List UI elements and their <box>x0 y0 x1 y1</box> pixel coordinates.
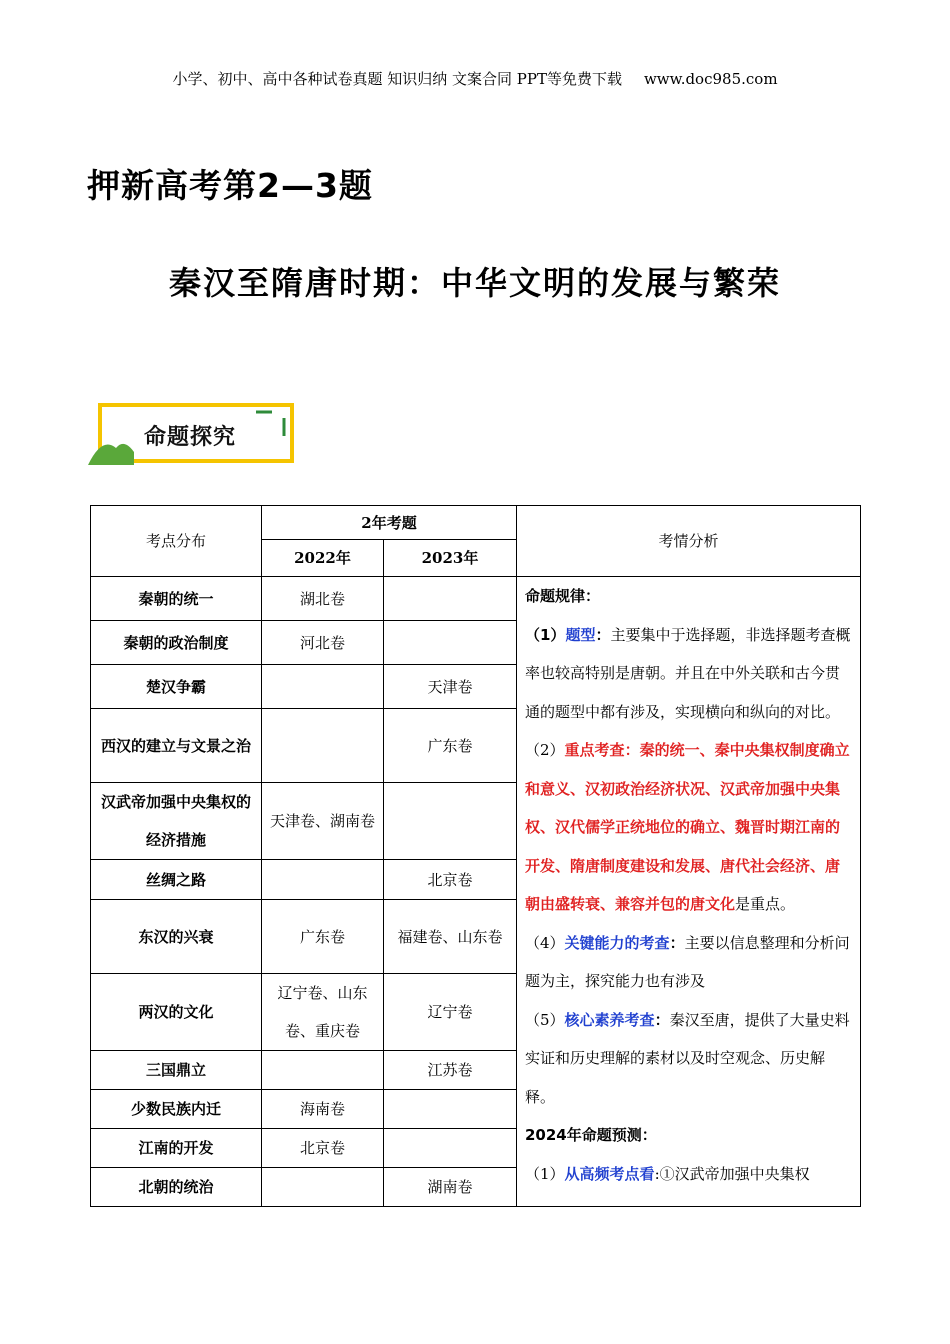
p2-key: 重点考查 <box>564 741 625 759</box>
row-topic: 丝绸之路 <box>91 860 262 900</box>
header-2023: 2023年 <box>384 540 517 577</box>
p4-key: 关键能力的考查 <box>564 933 670 952</box>
header-analysis: 考情分析 <box>517 506 861 577</box>
p5-num: （5） <box>525 1010 565 1029</box>
p2-tail: 是重点。 <box>735 895 796 913</box>
row-2022: 北京卷 <box>262 1129 384 1168</box>
exam-topic-table <box>90 505 861 1207</box>
row-topic: 汉武帝加强中央集权的经济措施 <box>91 783 262 860</box>
header-group: 2年考题 <box>262 506 517 540</box>
table-row <box>91 577 861 621</box>
p2-num: （2） <box>525 741 565 759</box>
header-topic: 考点分布 <box>91 506 262 577</box>
p1-text: 主要集中于选择题，非选择题考查概率也较高特别是唐朝。并且在中外关联和古今贯通的题型中都有涉及，实现横向和纵向的对比。 <box>525 625 851 721</box>
p1-num: （1） <box>525 625 566 644</box>
row-2023 <box>384 1090 517 1129</box>
row-2022: 辽宁卷、山东卷、重庆卷 <box>262 974 384 1051</box>
row-2023: 辽宁卷 <box>384 974 517 1051</box>
analysis-cell <box>517 577 861 1207</box>
header-text: 小学、初中、高中各种试卷真题 知识归纳 文案合同 PPT等免费下载 <box>172 70 622 88</box>
row-2022: 海南卷 <box>262 1090 384 1129</box>
row-topic: 东汉的兴衰 <box>91 900 262 974</box>
table-header-row <box>91 506 861 540</box>
row-2023: 北京卷 <box>384 860 517 900</box>
p4-text: 主要以信息整理和分析问题为主，探究能力也有涉及 <box>525 933 850 990</box>
row-2023 <box>384 577 517 621</box>
row-topic: 三国鼎立 <box>91 1051 262 1090</box>
page-subtitle: 秦汉至隋唐时期：中华文明的发展与繁荣 <box>168 264 781 302</box>
p5-text: 秦汉至唐，提供了大量史料实证和历史理解的素材以及时空观念、历史解释。 <box>525 1010 850 1106</box>
row-topic: 两汉的文化 <box>91 974 262 1051</box>
p5-key: 核心素养考查 <box>564 1010 655 1029</box>
header-url[interactable]: www.doc985.com <box>643 70 778 88</box>
forecast-heading: 2024年命题预测： <box>525 1126 657 1144</box>
f1-text: :①汉武帝加强中央集权 <box>654 1164 810 1183</box>
row-topic: 西汉的建立与文景之治 <box>91 709 262 783</box>
row-2022: 河北卷 <box>262 621 384 665</box>
row-2023: 天津卷 <box>384 665 517 709</box>
row-2022: 天津卷、湖南卷 <box>262 783 384 860</box>
rules-heading: 命题规律： <box>525 587 601 605</box>
badge-label: 命题探究 <box>144 425 237 450</box>
p2-colon: ： <box>624 741 640 759</box>
row-topic: 秦朝的政治制度 <box>91 621 262 665</box>
row-2022 <box>262 1168 384 1207</box>
p4-colon: ： <box>669 933 685 952</box>
p1-colon: ： <box>595 625 611 644</box>
row-2023: 湖南卷 <box>384 1168 517 1207</box>
page-header <box>0 68 950 89</box>
row-2022 <box>262 860 384 900</box>
row-2022 <box>262 709 384 783</box>
row-2022 <box>262 665 384 709</box>
p2-red: 秦的统一、秦中央集权制度确立和意义、汉初政治经济状况、汉武帝加强中央集权、汉代儒学正统地位的确立、魏晋时期江南的开发、隋唐制度建设和发展、唐代社会经济、唐朝由盛转衰、兼容并包的唐文化 <box>525 741 850 913</box>
row-2023 <box>384 783 517 860</box>
p1-key: 题型 <box>565 625 596 644</box>
page-title: 押新高考第2—3题 <box>87 166 373 205</box>
row-topic: 北朝的统治 <box>91 1168 262 1207</box>
row-topic: 江南的开发 <box>91 1129 262 1168</box>
row-2023 <box>384 1129 517 1168</box>
row-2023 <box>384 621 517 665</box>
p5-colon: ： <box>654 1010 670 1029</box>
row-2023: 广东卷 <box>384 709 517 783</box>
row-2022: 湖北卷 <box>262 577 384 621</box>
row-topic: 少数民族内迁 <box>91 1090 262 1129</box>
header-2022: 2022年 <box>262 540 384 577</box>
row-topic: 楚汉争霸 <box>91 665 262 709</box>
section-badge <box>88 402 298 468</box>
row-2023: 福建卷、山东卷 <box>384 900 517 974</box>
row-topic: 秦朝的统一 <box>91 577 262 621</box>
p4-num: （4） <box>525 933 565 952</box>
f1-num: （1） <box>525 1164 565 1183</box>
row-2022: 广东卷 <box>262 900 384 974</box>
row-2023: 江苏卷 <box>384 1051 517 1090</box>
row-2022 <box>262 1051 384 1090</box>
f1-key: 从高频考点看 <box>564 1164 655 1183</box>
